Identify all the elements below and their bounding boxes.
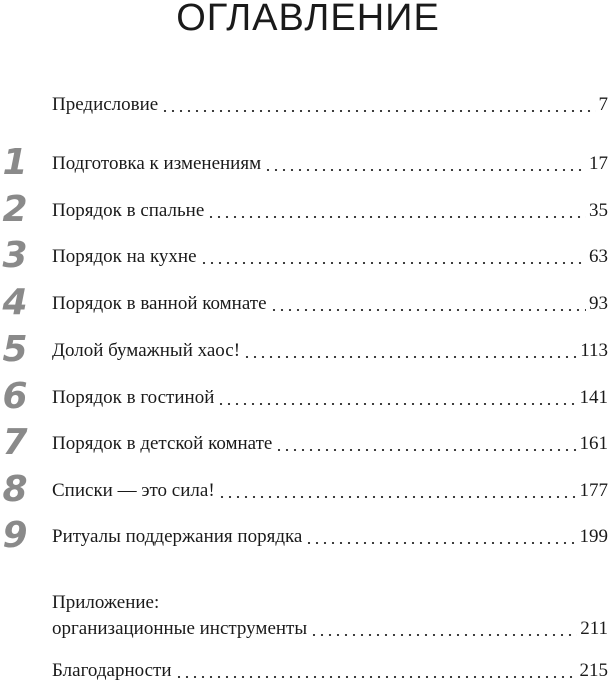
entry-title: Ритуалы поддержания порядка	[52, 526, 303, 547]
dot-leader	[243, 356, 577, 358]
dot-leader	[207, 216, 586, 218]
chapter-number: 8	[2, 469, 28, 510]
dot-leader	[161, 110, 595, 112]
dot-leader	[305, 542, 576, 544]
entry-title: Порядок на кухне	[52, 246, 197, 267]
entry-title: Списки — это сила!	[52, 480, 215, 501]
toc-entry-preface[interactable]	[52, 92, 608, 118]
page-number: 93	[589, 293, 608, 314]
chapter-number: 4	[2, 282, 28, 323]
chapter-number: 2	[2, 189, 28, 230]
toc-entry-chapter-7[interactable]	[2, 422, 608, 463]
entry-title: Благодарности	[52, 660, 172, 681]
chapter-number: 7	[2, 422, 28, 463]
page-number: 113	[580, 340, 608, 361]
toc-entry-chapter-1[interactable]	[2, 142, 608, 183]
appendix-heading: Приложение:	[52, 592, 160, 613]
chapter-number: 9	[2, 515, 28, 556]
entry-title: Порядок в гостиной	[52, 387, 215, 408]
toc-entry-chapter-6[interactable]	[2, 376, 608, 417]
dot-leader	[217, 403, 576, 405]
entry-title: Порядок в спальне	[52, 200, 205, 221]
dot-leader	[200, 262, 586, 264]
page-number: 141	[579, 387, 608, 408]
page-number: 211	[580, 618, 608, 639]
toc-entry-acknowledgments[interactable]	[52, 658, 608, 684]
entry-title: Подготовка к изменениям	[52, 153, 262, 174]
page-number: 17	[589, 153, 608, 174]
page-number: 7	[598, 94, 608, 115]
dot-leader	[218, 496, 577, 498]
entry-title: Предисловие	[52, 94, 159, 115]
chapter-number: 6	[2, 376, 28, 417]
page-number: 35	[589, 200, 608, 221]
dot-leader	[264, 169, 586, 171]
page-title: ОГЛАВЛЕНИЕ	[176, 0, 440, 39]
dot-leader	[270, 309, 586, 311]
entry-title: Порядок в детской комнате	[52, 433, 273, 454]
chapter-number: 1	[2, 142, 28, 183]
dot-leader	[175, 676, 577, 678]
entry-title: организационные инструменты	[52, 618, 308, 639]
toc-entry-chapter-8[interactable]	[2, 469, 608, 510]
entry-title: Долой бумажный хаос!	[52, 340, 241, 361]
toc-entry-chapter-2[interactable]	[2, 189, 608, 230]
chapter-number: 3	[2, 235, 28, 276]
page-number: 161	[579, 433, 608, 454]
chapter-number: 5	[2, 329, 28, 370]
entry-title: Порядок в ванной комнате	[52, 293, 267, 314]
page-number: 215	[579, 660, 608, 681]
page-number: 199	[579, 526, 608, 547]
dot-leader	[275, 449, 576, 451]
dot-leader	[310, 634, 577, 636]
toc-entry-appendix[interactable]	[52, 590, 608, 642]
page-number: 63	[589, 246, 608, 267]
page-number: 177	[579, 480, 608, 501]
toc-entry-chapter-4[interactable]	[2, 282, 608, 323]
toc-entry-chapter-3[interactable]	[2, 235, 608, 276]
toc-entry-chapter-9[interactable]	[2, 515, 608, 556]
toc-entry-chapter-5[interactable]	[2, 329, 608, 370]
